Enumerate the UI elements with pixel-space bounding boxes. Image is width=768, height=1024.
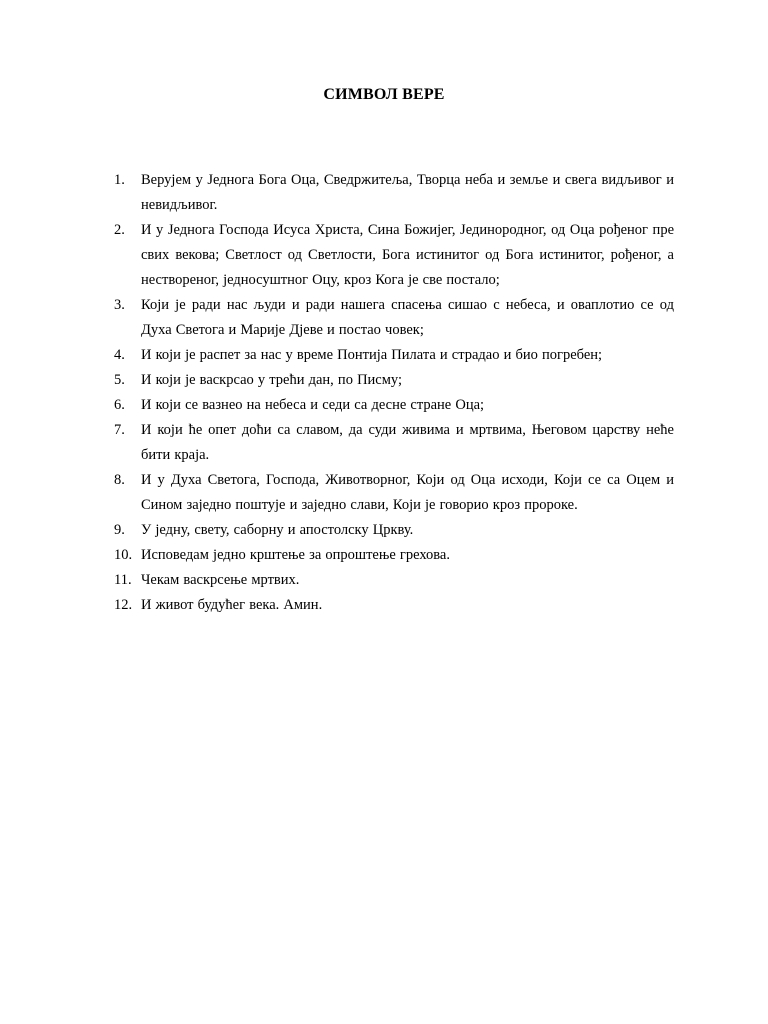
creed-list: [114, 168, 674, 618]
list-item: [114, 568, 674, 593]
list-item: [114, 168, 674, 218]
item-number: 4.: [114, 347, 125, 363]
item-number: 1.: [114, 172, 125, 188]
list-item: [114, 368, 674, 393]
list-item: [114, 468, 674, 518]
item-text: Чекам васкрсење мртвих.: [141, 572, 300, 588]
item-number: 7.: [114, 422, 125, 438]
list-item: [114, 593, 674, 618]
item-text: И који је распет за нас у време Понтија Пилата и страдао и био погребен;: [141, 347, 603, 363]
item-text: Исповедам једно крштење за опроштење грехова.: [141, 547, 450, 563]
item-text: И који ће опет доћи са славом, да суди живима и мртвима, Његовом царству неће бити краја.: [141, 422, 674, 463]
item-text: И живот будућег века. Амин.: [141, 597, 323, 613]
item-text: Који је ради нас људи и ради нашега спасења сишао с небеса, и оваплотио се од Духа Светога и Марије Дјеве и постао човек;: [141, 297, 674, 338]
item-number: 10.: [114, 547, 133, 563]
item-number: 6.: [114, 397, 125, 413]
item-text: У једну, свету, саборну и апостолску Цркву.: [141, 522, 414, 538]
list-item: [114, 518, 674, 543]
item-text: И у Духа Светога, Господа, Животворног, Који од Оца исходи, Који се са Оцем и Сином заједно поштује и заједно слави, Који је говорио кроз пророке.: [141, 472, 674, 513]
item-text: И који је васкрсао у трећи дан, по Писму;: [141, 372, 402, 388]
item-number: 5.: [114, 372, 125, 388]
list-item: [114, 393, 674, 418]
list-item: [114, 543, 674, 568]
list-item: [114, 293, 674, 343]
item-number: 8.: [114, 472, 125, 488]
item-number: 12.: [114, 597, 133, 613]
list-item: [114, 343, 674, 368]
item-text: И у Једнога Господа Исуса Христа, Сина Божијег, Јединородног, од Оца рођеног пре свих векова; Светлост од Светлости, Бога истинитог од Бога истинитог, рођеног, а нествореног, једносуштног Оцу, кроз Кога је све постало;: [141, 222, 674, 288]
list-item: [114, 418, 674, 468]
item-number: 2.: [114, 222, 125, 238]
list-item: [114, 218, 674, 293]
page-title: СИМВОЛ ВЕРЕ: [323, 86, 445, 103]
item-number: 11.: [114, 572, 132, 588]
item-text: И који се вазнео на небеса и седи са десне стране Оца;: [141, 397, 485, 413]
item-number: 3.: [114, 297, 125, 313]
item-number: 9.: [114, 522, 125, 538]
item-text: Верујем у Једнога Бога Оца, Сведржитеља, Творца неба и земље и свега видљивог и невидљивог.: [141, 172, 674, 213]
